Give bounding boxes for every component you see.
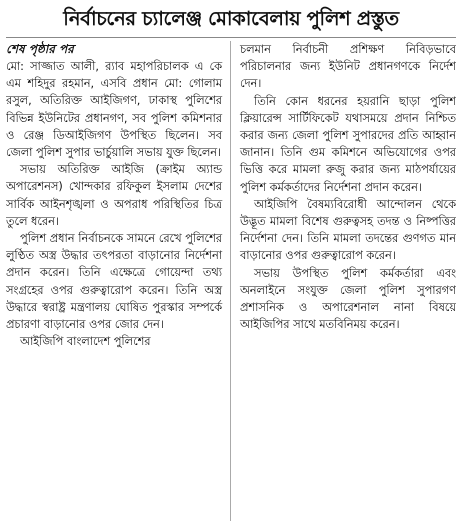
- continued-from-label: শেষ পৃষ্ঠার পর: [6, 42, 74, 56]
- paragraph: মো: সাজ্জাত আলী, র‌্যাব মহাপরিচালক এ কে এম শহিদুর রহমান, এসবি প্রধান মো: গোলাম রসুল, অতিরিক্ত আইজিগণ, ঢাকাস্থ পুলিশের বিভিন্ন ইউনিটের প্রধানগণ, সব পুলিশ কমিশনার ও রেঞ্জ ডিআইজিগণ উপস্থিত ছিলেন। সব জেলা পুলিশ সুপার ভার্চুয়ালি সভায় যুক্ত ছিলেন।: [6, 60, 222, 160]
- paragraph: চলমান নির্বাচনী প্রশিক্ষণ নিবিড়ভাবে পরিচালনার জন্য ইউনিট প্রধানগণকে নির্দেশ দেন।: [240, 43, 456, 91]
- article-body: [6, 41, 456, 521]
- left-column: [6, 41, 231, 521]
- paragraph: সভায় উপস্থিত পুলিশ কর্মকর্তারা এবং অনলাইনে সংযুক্ত জেলা পুলিশ সুপারগণ প্রশাসনিক ও অপারেশনাল নানা বিষয়ে আইজিপির সাথে মতবিনিময় করেন।: [240, 266, 456, 332]
- paragraph: তিনি কোন ধরনের হয়রানি ছাড়া পুলিশ ক্লিয়ারেন্স সার্টিফিকেট যথাসময়ে প্রদান নিশ্চিত করার জন্য জেলা পুলিশ সুপারদের প্রতি আহ্বান জানান। তিনি গুম কমিশনে অভিযোগের ওপর ভিত্তি করে মামলা রুজু করার জন্য মাঠপর্যায়ের পুলিশ কর্মকর্তাদের নির্দেশনা প্রদান করেন।: [240, 94, 456, 194]
- headline: নির্বাচনের চ্যালেঞ্জ মোকাবেলায় পুলিশ প্রস্তুত: [6, 4, 456, 38]
- paragraph: সভায় অতিরিক্ত আইজি (ক্রাইম অ্যান্ড অপারেশনস) খোন্দকার রফিকুল ইসলাম দেশের সার্বিক আইনশৃঙ্খলা ও অপরাধ পরিস্থিতির চিত্র তুলে ধরেন।: [6, 163, 222, 228]
- paragraph: পুলিশ প্রধান নির্বাচনকে সামনে রেখে পুলিশের লুণ্ঠিত অস্ত্র উদ্ধার তৎপরতা বাড়ানোর নির্দেশনা প্রদান করেন। তিনি এক্ষেত্রে গোয়েন্দা তথ্য সংগ্রহের ওপর গুরুত্বারোপ করেন। তিনি অস্ত্র উদ্ধারে স্বরাষ্ট্র মন্ত্রণালয় ঘোষিত পুরস্কার সম্পর্কে প্রচারণা বাড়ানোর ওপর জোর দেন।: [6, 232, 222, 332]
- paragraph: আইজিপি বাংলাদেশ পুলিশের: [20, 335, 151, 349]
- right-column: [231, 41, 456, 521]
- paragraph: আইজিপি বৈষম্যবিরোধী আন্দোলন থেকে উদ্ভূত মামলা বিশেষ গুরুত্বসহ তদন্ত ও নিষ্পত্তির নির্দেশনা দেন। তিনি মামলা তদন্তের গুণগত মান বাড়ানোর ওপর গুরুত্বারোপ করেন।: [240, 197, 456, 263]
